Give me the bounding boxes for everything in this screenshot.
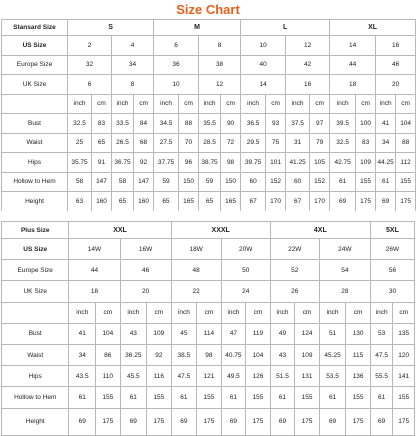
measurement-value: 61 (270, 387, 295, 408)
measurement-label: Hollow to Hem (2, 387, 69, 408)
measurement-value: 121 (197, 366, 222, 387)
measurement-value: 41 (376, 114, 396, 134)
unit-header: cm (197, 302, 222, 323)
measurement-value: 115 (346, 344, 371, 365)
measurement-value: 65 (92, 133, 112, 153)
uk-size-cell: 12 (199, 75, 241, 95)
measurement-value: 150 (221, 172, 241, 192)
measurement-value: 47.5 (171, 366, 197, 387)
measurement-value: 116 (147, 366, 172, 387)
measurement-value: 91 (92, 153, 112, 173)
unit-header: inch (376, 94, 396, 114)
measurement-label: Height (2, 192, 68, 212)
measurement-row (2, 133, 416, 153)
unit-header: inch (241, 94, 266, 114)
plus-corner-label: Plus Size (2, 222, 69, 239)
measurement-value: 53 (370, 323, 392, 344)
section-divider (0, 211, 416, 221)
measurement-value: 39.75 (241, 153, 266, 173)
measurement-label: Waist (2, 344, 69, 365)
measurement-value: 120 (393, 344, 415, 365)
measurement-row (2, 323, 415, 344)
unit-header: inch (330, 94, 356, 114)
europe-size-cell: 44 (69, 260, 120, 281)
measurement-value: 34 (69, 344, 96, 365)
measurement-value: 124 (295, 323, 320, 344)
uk-size-cell: 10 (154, 75, 199, 95)
measurement-value: 55.5 (370, 366, 392, 387)
unit-header: cm (92, 94, 112, 114)
unit-header: inch (68, 94, 92, 114)
size-group-header: XXXL (171, 222, 270, 239)
unit-row (2, 302, 415, 323)
us-size-cell: 18W (171, 239, 221, 260)
measurement-value: 90 (221, 114, 241, 134)
us-size-cell: 16W (120, 239, 171, 260)
unit-header: cm (221, 94, 241, 114)
us-size-cell: 14W (69, 239, 120, 260)
measurement-value: 160 (92, 192, 112, 212)
measurement-value: 69 (376, 192, 396, 212)
measurement-value: 68 (134, 133, 154, 153)
europe-size-cell: 46 (120, 260, 171, 281)
europe-size-cell: 40 (241, 55, 286, 75)
measurement-value: 72 (221, 133, 241, 153)
measurement-label: Bust (2, 114, 68, 134)
measurement-value: 69 (270, 408, 295, 435)
measurement-value: 104 (246, 344, 271, 365)
us-size-cell: 14 (330, 36, 376, 56)
measurement-value: 104 (96, 323, 121, 344)
europe-size-cell: 42 (286, 55, 330, 75)
measurement-value: 33.5 (112, 114, 134, 134)
uk-size-label: UK Size (2, 281, 69, 302)
unit-header: cm (295, 302, 320, 323)
europe-size-label: Europe Size (2, 260, 69, 281)
measurement-value: 152 (310, 172, 330, 192)
measurement-value: 34.5 (154, 114, 179, 134)
measurement-value: 155 (96, 387, 121, 408)
measurement-value: 84 (134, 114, 154, 134)
measurement-value: 65 (154, 192, 179, 212)
measurement-value: 79 (310, 133, 330, 153)
measurement-value: 49 (270, 323, 295, 344)
uk-size-cell: 30 (370, 281, 414, 302)
measurement-value: 69 (171, 408, 197, 435)
measurement-value: 100 (356, 114, 376, 134)
uk-size-cell: 18 (330, 75, 376, 95)
measurement-value: 60 (241, 172, 266, 192)
measurement-row (2, 192, 416, 212)
measurement-row (2, 153, 416, 173)
measurement-value: 147 (134, 172, 154, 192)
measurement-value: 58 (68, 172, 92, 192)
standard-size-table (1, 19, 416, 212)
measurement-value: 160 (134, 192, 154, 212)
measurement-label: Hips (2, 366, 69, 387)
measurement-value: 32.5 (330, 133, 356, 153)
measurement-value: 29.5 (241, 133, 266, 153)
unit-header: inch (154, 94, 179, 114)
europe-size-cell: 50 (221, 260, 270, 281)
measurement-value: 69 (120, 408, 147, 435)
us-size-cell: 20W (221, 239, 270, 260)
measurement-value: 70 (179, 133, 199, 153)
size-group-header: 4XL (270, 222, 370, 239)
measurement-value: 51 (319, 323, 346, 344)
europe-size-cell: 46 (376, 55, 416, 75)
measurement-value: 155 (147, 387, 172, 408)
measurement-value: 136 (346, 366, 371, 387)
unit-header: cm (266, 94, 286, 114)
europe-size-cell: 54 (319, 260, 370, 281)
measurement-value: 155 (393, 387, 415, 408)
measurement-value: 175 (197, 408, 222, 435)
size-group-header: S (68, 20, 154, 36)
size-group-header: M (154, 20, 241, 36)
measurement-value: 175 (246, 408, 271, 435)
measurement-value: 175 (295, 408, 320, 435)
size-group-header: 5XL (370, 222, 414, 239)
uk-size-cell: 28 (319, 281, 370, 302)
uk-size-label: UK Size (2, 75, 68, 95)
us-size-cell: 12 (286, 36, 330, 56)
measurement-value: 109 (356, 153, 376, 173)
measurement-value: 45.5 (120, 366, 147, 387)
measurement-value: 67 (241, 192, 266, 212)
measurement-value: 141 (393, 366, 415, 387)
measurement-value: 88 (396, 133, 416, 153)
unit-header: cm (179, 94, 199, 114)
unit-header: inch (370, 302, 392, 323)
unit-header: inch (171, 302, 197, 323)
us-size-cell: 2 (68, 36, 112, 56)
measurement-row (2, 387, 415, 408)
europe-size-cell: 56 (370, 260, 414, 281)
measurement-value: 61 (376, 172, 396, 192)
measurement-value: 26.5 (112, 133, 134, 153)
unit-header: cm (346, 302, 371, 323)
measurement-value: 101 (266, 153, 286, 173)
measurement-value: 58 (112, 172, 134, 192)
measurement-value: 42.75 (330, 153, 356, 173)
measurement-value: 147 (92, 172, 112, 192)
measurement-value: 27.5 (154, 133, 179, 153)
measurement-value: 65 (112, 192, 134, 212)
us-size-cell: 22W (270, 239, 319, 260)
measurement-value: 61 (120, 387, 147, 408)
measurement-value: 34 (376, 133, 396, 153)
measurement-value: 38.5 (171, 344, 197, 365)
measurement-value: 92 (147, 344, 172, 365)
uk-size-cell: 24 (221, 281, 270, 302)
measurement-value: 32.5 (68, 114, 92, 134)
us-size-cell: 16 (376, 36, 416, 56)
unit-header: cm (246, 302, 271, 323)
measurement-value: 155 (356, 172, 376, 192)
unit-header: cm (396, 94, 416, 114)
measurement-value: 35.5 (199, 114, 221, 134)
measurement-value: 69 (221, 408, 246, 435)
measurement-value: 170 (310, 192, 330, 212)
measurement-value: 65 (199, 192, 221, 212)
measurement-value: 28.5 (199, 133, 221, 153)
measurement-value: 119 (246, 323, 271, 344)
measurement-value: 112 (396, 153, 416, 173)
measurement-value: 37.75 (154, 153, 179, 173)
measurement-value: 31 (286, 133, 310, 153)
us-size-cell: 6 (154, 36, 199, 56)
measurement-value: 61 (171, 387, 197, 408)
unit-row-blank (2, 94, 68, 114)
measurement-value: 86 (96, 344, 121, 365)
unit-header: inch (319, 302, 346, 323)
us-size-cell: 24W (319, 239, 370, 260)
us-size-cell: 8 (199, 36, 241, 56)
measurement-value: 155 (396, 172, 416, 192)
measurement-row (2, 172, 416, 192)
measurement-value: 152 (266, 172, 286, 192)
unit-row-blank (2, 302, 69, 323)
us-size-cell: 4 (112, 36, 154, 56)
plus-size-table (1, 221, 415, 436)
europe-size-cell: 52 (270, 260, 319, 281)
measurement-value: 97 (310, 114, 330, 134)
measurement-value: 131 (295, 366, 320, 387)
measurement-value: 59 (199, 172, 221, 192)
measurement-value: 155 (197, 387, 222, 408)
measurement-label: Hips (2, 153, 68, 173)
unit-header: inch (286, 94, 310, 114)
unit-row (2, 94, 416, 114)
measurement-value: 36.75 (112, 153, 134, 173)
measurement-value: 135 (393, 323, 415, 344)
unit-header: inch (69, 302, 96, 323)
measurement-value: 175 (346, 408, 371, 435)
uk-size-cell: 14 (241, 75, 286, 95)
europe-size-cell: 36 (154, 55, 199, 75)
uk-size-cell: 22 (171, 281, 221, 302)
measurement-value: 63 (68, 192, 92, 212)
measurement-value: 25 (68, 133, 92, 153)
measurement-value: 40.75 (221, 344, 246, 365)
measurement-value: 47 (221, 323, 246, 344)
measurement-value: 43 (270, 344, 295, 365)
measurement-value: 165 (179, 192, 199, 212)
size-group-header: L (241, 20, 330, 36)
measurement-value: 61 (370, 387, 392, 408)
unit-header: inch (112, 94, 134, 114)
measurement-value: 61 (319, 387, 346, 408)
measurement-value: 45.25 (319, 344, 346, 365)
europe-size-cell: 48 (171, 260, 221, 281)
measurement-value: 51.5 (270, 366, 295, 387)
measurement-value: 165 (221, 192, 241, 212)
measurement-value: 43 (120, 323, 147, 344)
measurement-value: 92 (134, 153, 154, 173)
measurement-value: 69 (370, 408, 392, 435)
measurement-value: 105 (310, 153, 330, 173)
measurement-value: 88 (179, 114, 199, 134)
measurement-value: 126 (246, 366, 271, 387)
measurement-label: Height (2, 408, 69, 435)
measurement-value: 69 (319, 408, 346, 435)
measurement-row (2, 114, 416, 134)
measurement-value: 109 (147, 323, 172, 344)
measurement-value: 83 (356, 133, 376, 153)
measurement-value: 155 (246, 387, 271, 408)
size-group-header: XL (330, 20, 416, 36)
measurement-label: Waist (2, 133, 68, 153)
measurement-value: 170 (266, 192, 286, 212)
measurement-value: 150 (179, 172, 199, 192)
uk-size-cell: 6 (68, 75, 112, 95)
measurement-value: 44.25 (376, 153, 396, 173)
measurement-value: 49.5 (221, 366, 246, 387)
uk-size-cell: 8 (112, 75, 154, 95)
measurement-value: 35.75 (68, 153, 92, 173)
uk-size-cell: 20 (120, 281, 171, 302)
europe-size-cell: 44 (330, 55, 376, 75)
standard-corner-label: Stansard Size (2, 20, 68, 36)
measurement-value: 67 (286, 192, 310, 212)
europe-size-cell: 32 (68, 55, 112, 75)
europe-size-label: Europe Size (2, 55, 68, 75)
measurement-value: 155 (295, 387, 320, 408)
uk-size-cell: 26 (270, 281, 319, 302)
unit-header: cm (393, 302, 415, 323)
unit-header: cm (147, 302, 172, 323)
measurement-value: 41 (69, 323, 96, 344)
measurement-value: 155 (346, 387, 371, 408)
measurement-value: 175 (396, 192, 416, 212)
measurement-value: 37.5 (286, 114, 310, 134)
us-size-cell: 26W (370, 239, 414, 260)
measurement-value: 98 (197, 344, 222, 365)
measurement-value: 60 (286, 172, 310, 192)
unit-header: inch (120, 302, 147, 323)
measurement-value: 36.5 (241, 114, 266, 134)
unit-header: cm (356, 94, 376, 114)
measurement-value: 59 (154, 172, 179, 192)
measurement-value: 61 (221, 387, 246, 408)
measurement-value: 53.5 (319, 366, 346, 387)
measurement-value: 130 (346, 323, 371, 344)
measurement-row (2, 408, 415, 435)
measurement-value: 43.5 (69, 366, 96, 387)
measurement-label: Hollow to Hem (2, 172, 68, 192)
uk-size-cell: 16 (286, 75, 330, 95)
measurement-value: 175 (356, 192, 376, 212)
measurement-row (2, 366, 415, 387)
measurement-value: 104 (396, 114, 416, 134)
unit-header: cm (96, 302, 121, 323)
measurement-value: 110 (96, 366, 121, 387)
measurement-value: 96 (179, 153, 199, 173)
measurement-value: 175 (96, 408, 121, 435)
us-size-label: US Size (2, 239, 69, 260)
measurement-label: Bust (2, 323, 69, 344)
measurement-value: 38.75 (199, 153, 221, 173)
measurement-value: 41.25 (286, 153, 310, 173)
measurement-value: 69 (69, 408, 96, 435)
unit-header: cm (310, 94, 330, 114)
measurement-value: 61 (69, 387, 96, 408)
measurement-value: 61 (330, 172, 356, 192)
measurement-value: 39.5 (330, 114, 356, 134)
size-group-header: XXL (69, 222, 171, 239)
measurement-value: 69 (330, 192, 356, 212)
measurement-value: 175 (393, 408, 415, 435)
measurement-value: 75 (266, 133, 286, 153)
measurement-value: 83 (92, 114, 112, 134)
page-title: Size Chart (176, 2, 240, 17)
unit-header: cm (134, 94, 154, 114)
uk-size-cell: 18 (69, 281, 120, 302)
europe-size-cell: 38 (199, 55, 241, 75)
measurement-value: 109 (295, 344, 320, 365)
measurement-value: 47.5 (370, 344, 392, 365)
measurement-row (2, 344, 415, 365)
measurement-value: 36.25 (120, 344, 147, 365)
measurement-value: 175 (147, 408, 172, 435)
uk-size-cell: 20 (376, 75, 416, 95)
measurement-value: 114 (197, 323, 222, 344)
us-size-cell: 10 (241, 36, 286, 56)
unit-header: inch (221, 302, 246, 323)
measurement-value: 45 (171, 323, 197, 344)
unit-header: inch (270, 302, 295, 323)
measurement-value: 93 (266, 114, 286, 134)
europe-size-cell: 34 (112, 55, 154, 75)
measurement-value: 98 (221, 153, 241, 173)
unit-header: inch (199, 94, 221, 114)
us-size-label: US Size (2, 36, 68, 56)
